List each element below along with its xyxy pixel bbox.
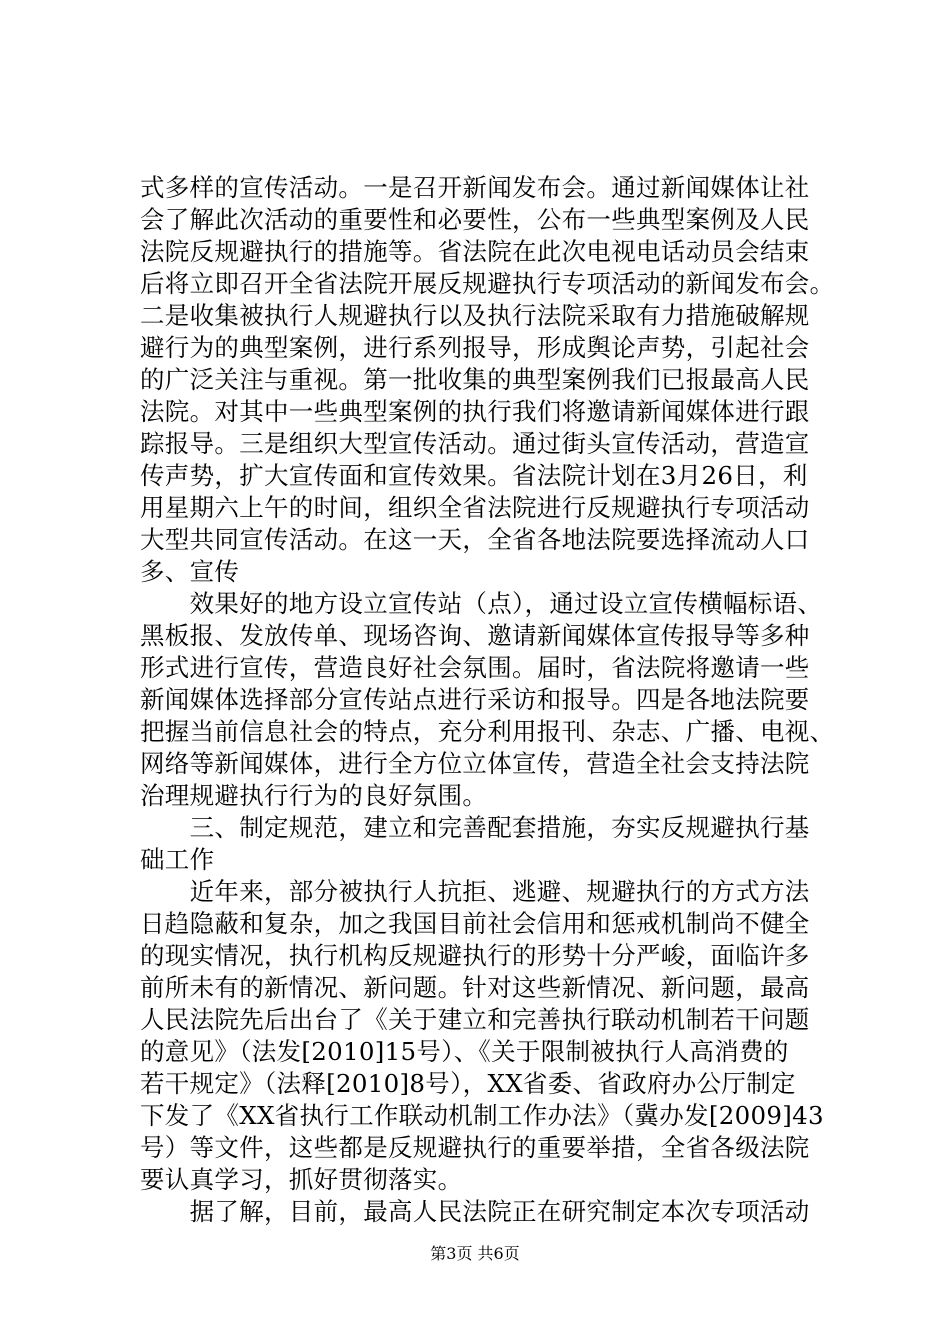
text-line: 新闻媒体选择部分宣传站点进行采访和报导。四是各地法院要 — [140, 685, 810, 714]
text-line: 用星期六上午的时间，组织全省法院进行反规避执行专项活动 — [140, 493, 810, 522]
text-line: 号）等文件，这些都是反规避执行的重要举措，全省各级法院 — [140, 1133, 810, 1162]
text-line: 三、制定规范，建立和完善配套措施，夯实反规避执行基 — [140, 813, 810, 842]
text-line: 日趋隐蔽和复杂，加之我国目前社会信用和惩戒机制尚不健全 — [140, 909, 810, 938]
text-line: 据了解，目前，最高人民法院正在研究制定本次专项活动 — [140, 1197, 810, 1226]
text-line: 效果好的地方设立宣传站（点），通过设立宣传横幅标语、 — [140, 589, 823, 618]
text-line: 法院。对其中一些典型案例的执行我们将邀请新闻媒体进行跟 — [140, 397, 810, 426]
text-line: 若干规定》（法释[2010]8号），XX省委、省政府办公厅制定 — [140, 1069, 796, 1098]
text-line: 的意见》（法发[2010]15号）、《关于限制被执行人高消费的 — [140, 1037, 789, 1066]
text-line: 前所未有的新情况、新问题。针对这些新情况、新问题，最高 — [140, 973, 810, 1002]
text-line: 二是收集被执行人规避执行以及执行法院采取有力措施破解规 — [140, 301, 810, 330]
text-line: 传声势，扩大宣传面和宣传效果。省法院计划在3月26日，利 — [140, 461, 808, 490]
page-footer: 第3页 共6页 — [430, 1244, 520, 1263]
text-line: 要认真学习，抓好贯彻落实。 — [140, 1165, 463, 1194]
text-line: 治理规避执行行为的良好氛围。 — [140, 781, 488, 810]
text-line: 会了解此次活动的重要性和必要性，公布一些典型案例及人民 — [140, 205, 810, 234]
text-line: 人民法院先后出台了《关于建立和完善执行联动机制若干问题 — [140, 1005, 810, 1034]
text-line: 黑板报、发放传单、现场咨询、邀请新闻媒体宣传报导等多种 — [140, 621, 810, 650]
text-line: 式多样的宣传活动。一是召开新闻发布会。通过新闻媒体让社 — [140, 173, 810, 202]
text-line: 的广泛关注与重视。第一批收集的典型案例我们已报最高人民 — [140, 365, 810, 394]
text-line: 的现实情况，执行机构反规避执行的形势十分严峻，面临许多 — [140, 941, 810, 970]
text-line: 网络等新闻媒体，进行全方位立体宣传，营造全社会支持法院 — [140, 749, 810, 778]
text-line: 法院反规避执行的措施等。省法院在此次电视电话动员会结束 — [140, 237, 810, 266]
text-line: 大型共同宣传活动。在这一天，全省各地法院要选择流动人口 — [140, 525, 810, 554]
text-line: 形式进行宣传，营造良好社会氛围。届时，省法院将邀请一些 — [140, 653, 810, 682]
text-line: 近年来，部分被执行人抗拒、逃避、规避执行的方式方法 — [140, 877, 810, 906]
text-line: 后将立即召开全省法院开展反规避执行专项活动的新闻发布会。 — [140, 269, 835, 298]
text-line: 下发了《XX省执行工作联动机制工作办法》（冀办发[2009]43 — [140, 1101, 824, 1130]
text-line: 础工作 — [140, 845, 215, 874]
text-line: 多、宣传 — [140, 557, 240, 586]
text-line: 把握当前信息社会的特点，充分利用报刊、杂志、广播、电视、 — [140, 717, 835, 746]
body-text — [140, 172, 840, 1228]
text-line: 踪报导。三是组织大型宣传活动。通过街头宣传活动，营造宣 — [140, 429, 810, 458]
text-line: 避行为的典型案例，进行系列报导，形成舆论声势，引起社会 — [140, 333, 810, 362]
